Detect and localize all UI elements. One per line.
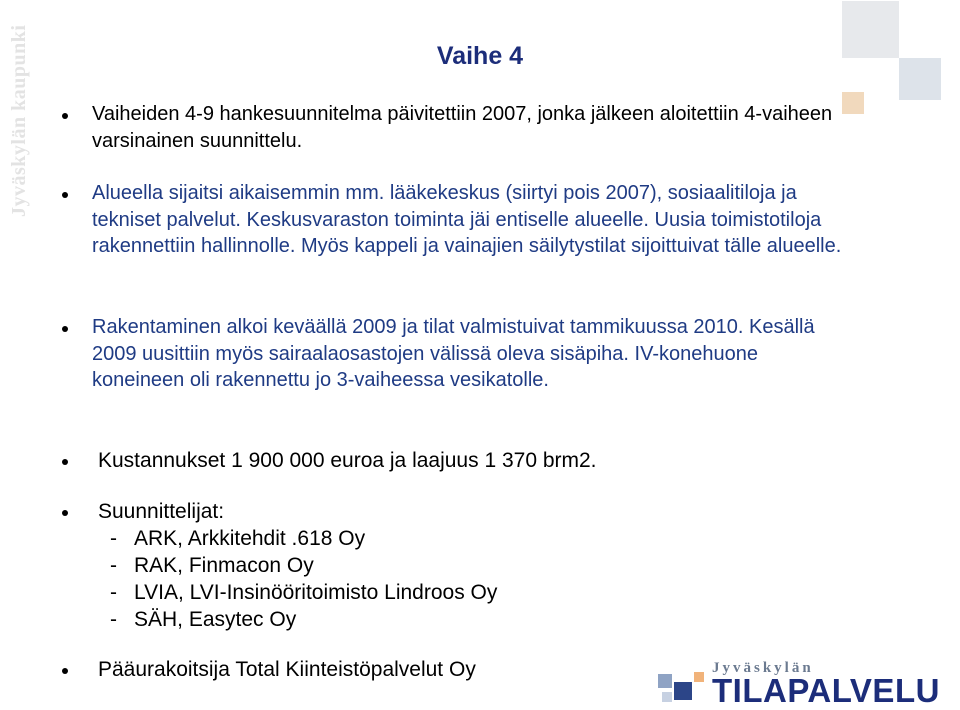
logo-mark-icon [656,668,710,708]
bullet-dot [62,326,68,332]
bullet-dot [62,459,68,465]
bullet-dot [62,192,68,198]
designer-item: - SÄH, Easytec Oy [110,608,297,631]
bullet-item [62,498,842,633]
designer-item: - LVIA, LVI-Insinööritoimisto Lindroos Oy [110,581,498,604]
bullet-item [62,314,842,394]
designer-item: - RAK, Finmacon Oy [110,554,314,577]
designer-item: - ARK, Arkkitehdit .618 Oy [110,527,366,550]
bullet-text: Alueella sijaitsi aikaisemmin mm. lääkekeskus (siirtyi pois 2007), sosiaalitiloja ja tekniset palvelut. Keskusvaraston toiminta jäi entiselle alueelle. Uusia toimistotiloja rakennettiin hallinnolle. Myös kappeli ja vainajien säilytystilat sijoittuivat tälle alueelle. [92,182,842,257]
bullet-item [62,180,842,260]
bullet-text: Kustannukset 1 900 000 euroa ja laajuus 1 370 brm2. [98,449,597,472]
bullet-dot [62,113,68,119]
logo-main-text: TILAPALVELU [712,672,940,709]
bullet-text: Rakentaminen alkoi keväällä 2009 ja tilat valmistuivat tammikuussa 2010. Kesällä 2009 uusittiin myös sairaalaosastojen välissä oleva sisäpiha. IV-konehuone koneineen oli rakennettu jo 3-vaiheessa vesikatolle. [92,316,815,391]
bullet-item [62,447,842,474]
logo-city-text: Jyväskylän [712,660,814,676]
bullet-dot [62,510,68,516]
decor-square-orange [842,92,864,114]
vertical-brand-text: Jyväskylän kaupunki [8,25,30,218]
slide-title: Vaihe 4 [436,42,524,70]
bullet-text: Vaiheiden 4-9 hankesuunnitelma päivitettiin 2007, jonka jälkeen aloitettiin 4-vaiheen varsinainen suunnittelu. [92,103,833,152]
bullet-text: Pääurakoitsija Total Kiinteistöpalvelut Oy [98,658,476,681]
designer-list [110,525,842,633]
bullet-text: Suunnittelijat: [98,500,225,523]
tilapalvelu-logo [656,660,940,709]
bullet-dot [62,668,68,674]
bullet-item [62,101,842,154]
